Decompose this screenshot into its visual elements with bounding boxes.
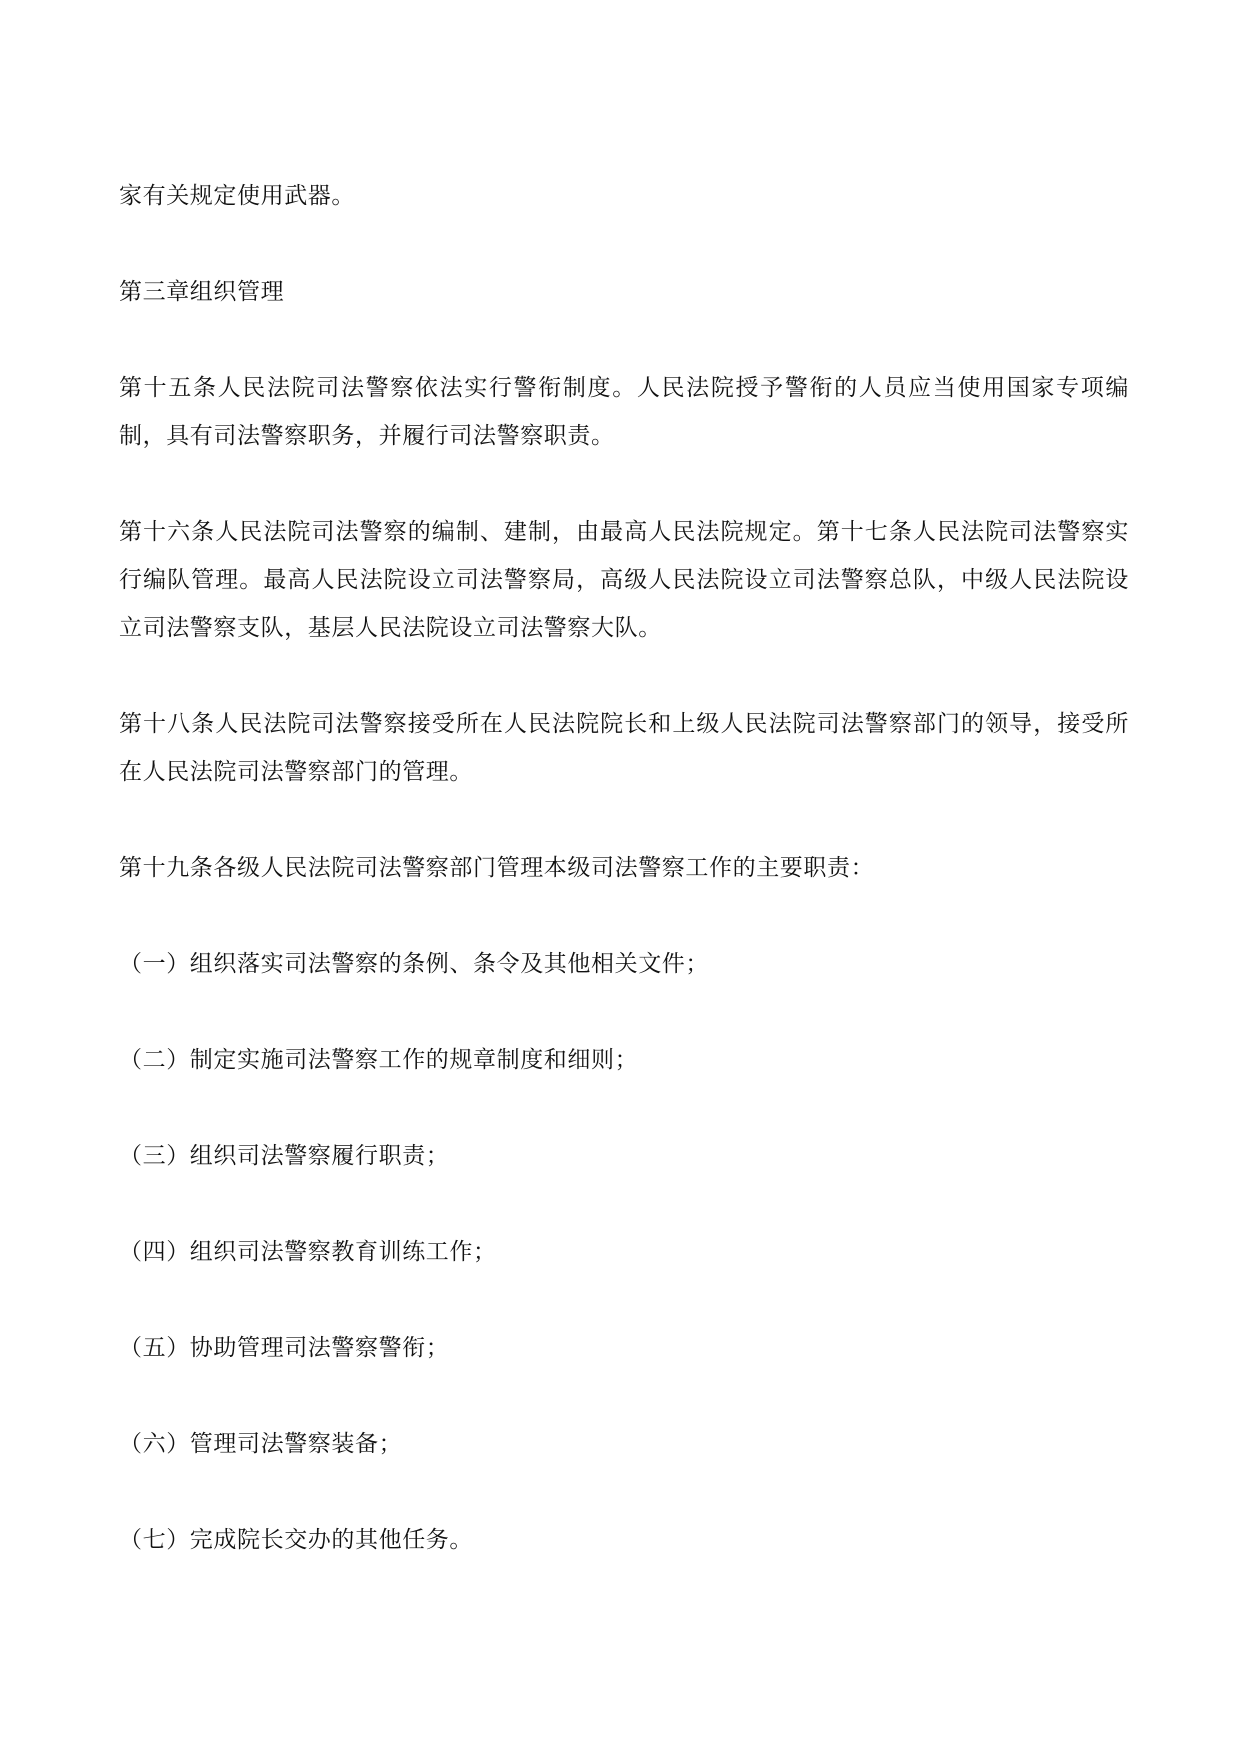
list-item-7: （七）完成院长交办的其他任务。 <box>119 1527 473 1553</box>
paragraph-article-15: 第十五条人民法院司法警察依法实行警衔制度。人民法院授予警衔的人员应当使用国家专项编制，具有司法警察职务，并履行司法警察职责。 <box>119 375 1129 449</box>
list-item-4: （四）组织司法警察教育训练工作； <box>119 1239 497 1265</box>
paragraph-article-18: 第十八条人民法院司法警察接受所在人民法院院长和上级人民法院司法警察部门的领导，接受所在人民法院司法警察部门的管理。 <box>119 711 1129 785</box>
list-item-1: （一）组织落实司法警察的条例、条令及其他相关文件； <box>119 951 709 977</box>
list-item-6: （六）管理司法警察装备； <box>119 1431 403 1457</box>
list-item-5: （五）协助管理司法警察警衔； <box>119 1335 450 1361</box>
paragraph-article-16-17: 第十六条人民法院司法警察的编制、建制，由最高人民法院规定。第十七条人民法院司法警察实行编队管理。最高人民法院设立司法警察局，高级人民法院设立司法警察总队，中级人民法院设立司法警察支队，基层人民法院设立司法警察大队。 <box>119 519 1129 641</box>
list-item-2: （二）制定实施司法警察工作的规章制度和细则； <box>119 1047 639 1073</box>
list-item-3: （三）组织司法警察履行职责； <box>119 1143 450 1169</box>
paragraph-weapons-continuation: 家有关规定使用武器。 <box>119 183 355 209</box>
chapter-heading: 第三章组织管理 <box>119 279 285 305</box>
paragraph-article-19: 第十九条各级人民法院司法警察部门管理本级司法警察工作的主要职责： <box>119 855 875 881</box>
